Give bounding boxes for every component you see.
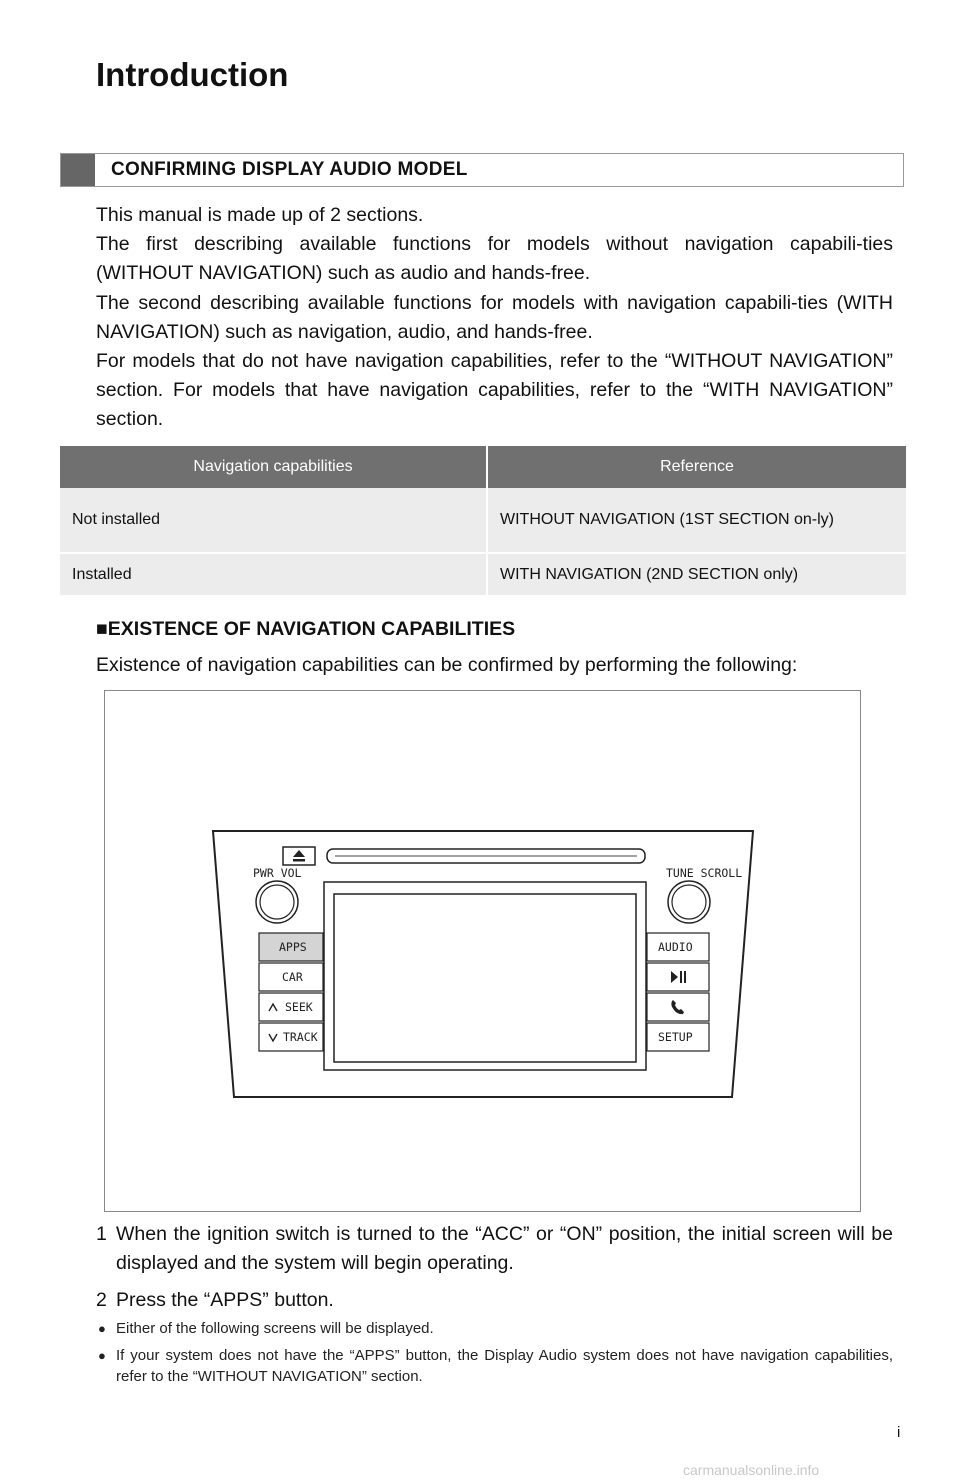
table-cell: WITHOUT NAVIGATION (1ST SECTION on-ly) — [487, 488, 906, 553]
bullet-list — [98, 1318, 893, 1393]
step-item — [96, 1220, 893, 1278]
intro-paragraph: This manual is made up of 2 sections. — [96, 204, 424, 226]
car-button[interactable] — [259, 963, 323, 991]
apps-button[interactable] — [259, 933, 323, 961]
bullet-item — [98, 1318, 893, 1339]
tune-scroll-knob[interactable] — [668, 881, 710, 923]
pwr-vol-label: PWR VOL — [253, 866, 302, 880]
sub-body-text: Existence of navigation capabilities can be confirmed by performing the following: — [96, 654, 798, 676]
seek-label: SEEK — [285, 1000, 313, 1014]
intro-paragraph: For models that do not have navigation capabilities, refer to the “WITHOUT NAVIGATION” section. For models that have navigation capabilities, refer to the “WITH NAVIGATION” section. — [96, 350, 893, 431]
seek-button[interactable] — [259, 993, 323, 1021]
track-button[interactable] — [259, 1023, 323, 1051]
navigation-reference-table — [60, 446, 906, 595]
section-header — [60, 153, 904, 187]
intro-paragraph: The first describing available functions for models without navigation capabili-ties (WITHOUT NAVIGATION) such as audio and hands-free. — [96, 233, 893, 285]
page-title: Introduction — [96, 56, 289, 93]
play-pause-button[interactable] — [647, 963, 709, 991]
audio-label: AUDIO — [658, 940, 693, 954]
track-label: TRACK — [283, 1030, 318, 1044]
steps-list — [96, 1220, 893, 1323]
section-header-label: CONFIRMING DISPLAY AUDIO MODEL — [111, 159, 468, 180]
bullet-icon: ● — [98, 1321, 106, 1336]
table-cell: Installed — [60, 553, 487, 595]
display-audio-illustration — [104, 690, 861, 1212]
page-number: i — [897, 1424, 901, 1441]
audio-button[interactable] — [647, 933, 709, 961]
section-header-block — [61, 154, 95, 186]
step-number: 2 — [96, 1289, 107, 1311]
table-header-cell: Navigation capabilities — [60, 446, 487, 488]
table-row — [60, 488, 906, 553]
bullet-item — [98, 1345, 893, 1387]
intro-body — [96, 201, 893, 435]
intro-paragraph: The second describing available functions for models with navigation capabili-ties (WITH NAVIGATION) such as navigation, audio, and hands-free. — [96, 291, 893, 343]
eject-button[interactable] — [283, 847, 315, 865]
apps-label: APPS — [279, 940, 307, 954]
table-row — [60, 553, 906, 595]
bullet-icon: ● — [98, 1348, 106, 1363]
step-item — [96, 1286, 893, 1315]
bullet-text: Either of the following screens will be displayed. — [116, 1320, 434, 1337]
phone-button[interactable] — [647, 993, 709, 1021]
bullet-text: If your system does not have the “APPS” button, the Display Audio system does not have navigation capabilities, refer to the “WITHOUT NAVIGATION” section. — [116, 1347, 893, 1385]
setup-label: SETUP — [658, 1030, 693, 1044]
step-text: When the ignition switch is turned to the “ACC” or “ON” position, the initial screen will be displayed and the system will begin operating. — [116, 1223, 893, 1274]
table-cell: WITH NAVIGATION (2ND SECTION only) — [487, 553, 906, 595]
table-header-row — [60, 446, 906, 488]
table-header-cell: Reference — [487, 446, 906, 488]
table-cell: Not installed — [60, 488, 487, 553]
tune-scroll-label: TUNE SCROLL — [666, 866, 743, 880]
car-label: CAR — [282, 970, 303, 984]
setup-button[interactable] — [647, 1023, 709, 1051]
step-number: 1 — [96, 1223, 107, 1245]
head-unit-diagram — [105, 691, 862, 1213]
subheading: ■EXISTENCE OF NAVIGATION CAPABILITIES — [96, 618, 516, 640]
watermark: carmanualsonline.info — [683, 1462, 820, 1478]
step-text: Press the “APPS” button. — [116, 1289, 334, 1311]
pwr-vol-knob[interactable] — [256, 881, 298, 923]
display-screen — [334, 894, 636, 1062]
